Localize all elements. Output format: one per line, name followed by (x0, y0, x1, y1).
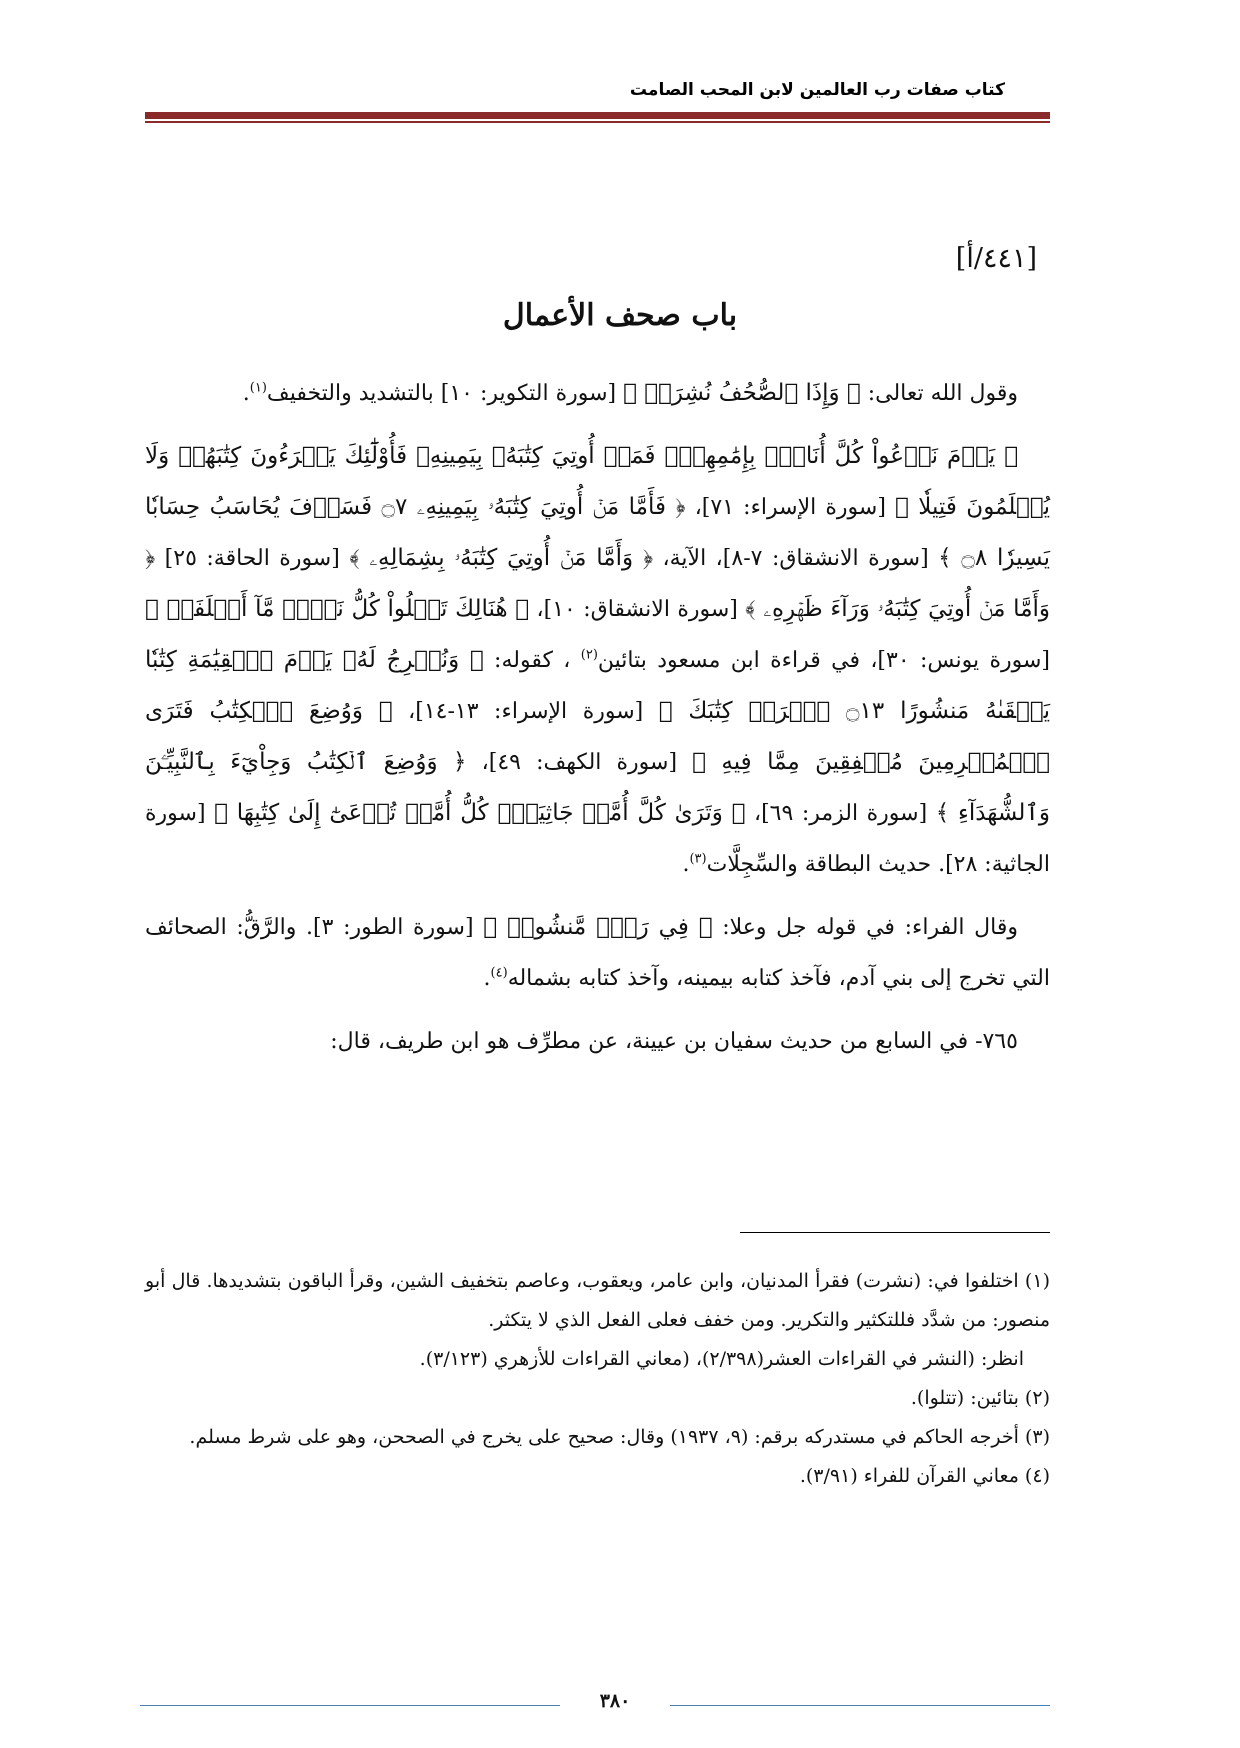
text-run: [سورة الحاقة: ٢٥] (155, 546, 350, 571)
quran-verse: ﴿ يَوۡمَ نَدۡعُواْ كُلَّ أُنَاسِۭ بِإِمَٰمِهِمۡۖ فَمَنۡ أُوتِيَ كِتَٰبَهُۥ بِيَمِينِهِۦ فَأُوْلَٰٓئِكَ يَقۡرَءُونَ كِتَٰبَهُمۡ وَلَا يُظۡلَمُونَ فَتِيلٗا ﴾ (145, 443, 1050, 520)
header-rule (145, 112, 1050, 119)
quran-verse: ﴿ وَأَمَّا مَنۡ أُوتِيَ كِتَٰبَهُۥ وَرَآءَ ظَهۡرِهِۦ ﴾ (145, 545, 1051, 622)
text-run: [سورة يونس: ٣٠]، في قراءة ابن مسعود بتائين (597, 648, 1050, 673)
footnote-4: (٤) معاني القرآن للفراء (٣/٩١). (799, 1465, 1050, 1487)
body-text (145, 368, 1050, 1079)
paragraph (145, 431, 1050, 890)
paragraph (145, 368, 1050, 419)
text-run: [سورة الزمر: ٦٩]، (745, 801, 936, 826)
footer-rule (670, 1705, 1050, 1706)
quran-verse: ﴿ وَتَرَىٰ كُلَّ أُمَّةٖ جَاثِيَةٗۚ كُلُّ أُمَّةٖ تُدۡعَىٰٓ إِلَىٰ كِتَٰبِهَا ﴾ (214, 800, 746, 826)
quran-verse: ﴿ وَوُضِعَ ٱلۡكِتَٰبُ فَتَرَى ٱلۡمُجۡرِمِينَ مُشۡفِقِينَ مِمَّا فِيهِ ﴾ (145, 698, 1050, 775)
quran-verse: ﴿ وَنُخۡرِجُ لَهُۥ يَوۡمَ ٱلۡقِيَٰمَةِ كِتَٰبٗا يَلۡقَىٰهُ مَنشُورًا ۝١٣ ٱقۡرَأۡ كِتَٰبَكَ ﴾ (145, 647, 1050, 724)
section-title: باب صحف الأعمال (502, 298, 738, 333)
footnote-separator (740, 1232, 1050, 1233)
paragraph: ٧٦٥- في السابع من حديث سفيان بن عيينة، عن مطرِّف هو ابن طريف، قال: (330, 1029, 1018, 1054)
text-run: [سورة الإسراء: ١٣-١٤]، (392, 699, 659, 724)
quran-verse: ﴿ هُنَالِكَ تَبۡلُواْ كُلُّ نَفۡسٖ مَّآ أَسۡلَفَتۡ ﴾ (145, 596, 530, 622)
quran-verse: ﴿ وَأَمَّا مَنۡ أُوتِيَ كِتَٰبَهُۥ بِشِمَالِهِۦ ﴾ (349, 545, 654, 571)
text-run: وقال الفراء: في قوله جل وعلا: (712, 915, 1018, 940)
footnote-1-continued: انظر: (النشر في القراءات العشر(٢/٣٩٨)، (معاني القراءات للأزهري (٣/١٢٣). (419, 1348, 1024, 1370)
header-rule-thin (145, 121, 1050, 123)
footnote-ref[interactable]: (٤) (490, 965, 508, 981)
footer-rule (140, 1705, 560, 1706)
text-run: وقول الله تعالى: (860, 381, 1018, 406)
text-run: [سورة الانشقاق: ١٠]، (529, 597, 746, 622)
running-header: كتاب صفات رب العالمين لابن المحب الصامت (629, 80, 1005, 100)
text-run: . (242, 381, 250, 406)
quran-verse: ﴿ فَأَمَّا مَنۡ أُوتِيَ كِتَٰبَهُۥ بِيَمِينِهِۦ ۝٧ فَسَوۡفَ يُحَاسَبُ حِسَابٗا يَسِيرٗا ۝٨ ﴾ (145, 494, 1050, 571)
text-run: . (483, 966, 491, 991)
footnote-ref[interactable]: (٣) (689, 851, 707, 867)
footnote-ref[interactable]: (١) (249, 380, 267, 396)
quran-verse: ﴿ وَوُضِعَ ٱلۡكِتَٰبُ وَجِاْيٓءَ بِٱلنَّبِيِّـۧنَ وَٱلشُّهَدَآءِ ﴾ (145, 749, 1050, 826)
text-run: [سورة الطور: ٣]. والرَّقُّ: الصحائف التي تخرج إلى بني آدم، فآخذ كتابه بيمينه، وآخذ كتابه بشماله (145, 915, 1050, 991)
text-run: [سورة التكوير: ١٠] بالتشديد والتخفيف (266, 381, 624, 406)
page-number: ٣٨٠ (599, 1690, 631, 1712)
footnote-2: (٢) بتائين: (تتلوا). (910, 1387, 1050, 1409)
text-run: ، كقوله: (483, 648, 581, 673)
text-run: [سورة الإسراء: ٧١]، (685, 495, 896, 520)
quran-verse: ﴿ وَإِذَا ٱلصُّحُفُ نُشِرَتۡ ﴾ (623, 380, 861, 406)
paragraph (145, 902, 1050, 1004)
footnotes (145, 1262, 1050, 1496)
text-run: [سورة الانشقاق: ٧-٨]، الآية، (653, 546, 939, 571)
text-run: [سورة الكهف: ٤٩]، (466, 750, 693, 775)
footnote-ref[interactable]: (٢) (580, 647, 598, 663)
folio-marker: [٤٤١/أ] (955, 243, 1037, 274)
footnote-3: (٣) أخرجه الحاكم في مستدركه برقم: (٩، ١٩٣٧) وقال: صحيح على يخرج في الصححن، وهو على شرط مسلم. (189, 1426, 1050, 1448)
footnote-1: (١) اختلفوا في: (نشرت) فقرأ المدنيان، وابن عامر، ويعقوب، وعاصم بتخفيف الشين، وقرأ الباقون بتشديدها. قال أبو منصور: من شدَّد فللتكثير والتكرير. ومن خفف فعلى الفعل الذي لا يتكثر. (145, 1270, 1050, 1331)
text-run: [سورة الجاثية: ٢٨]. حديث البطاقة والسِّجِلَّات (145, 801, 1050, 877)
quran-verse: ﴿ فِي رَقّٖ مَّنشُورٖ ﴾ (483, 914, 713, 940)
text-run: . (682, 852, 690, 877)
